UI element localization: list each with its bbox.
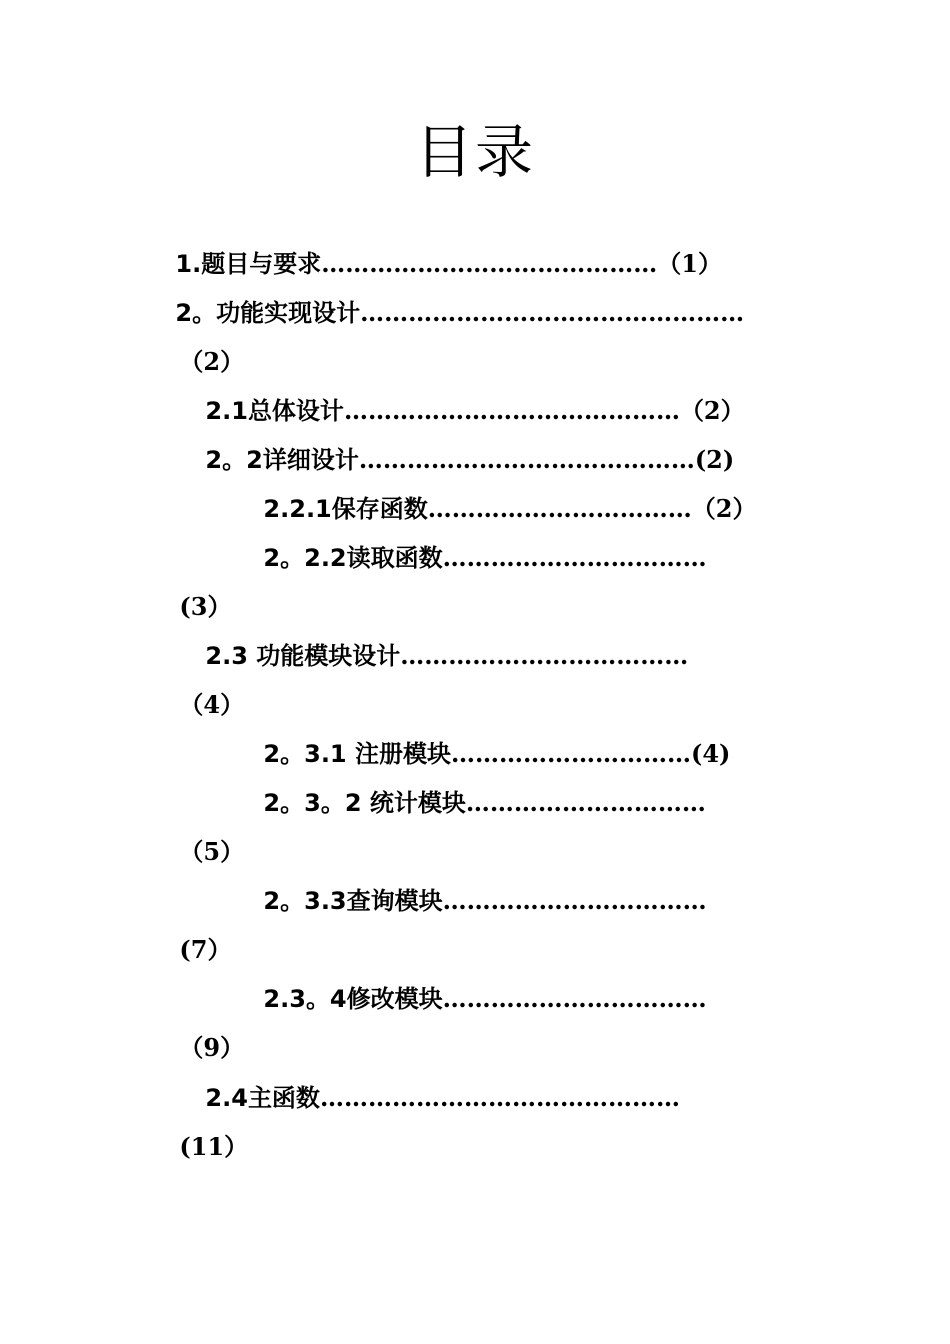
toc-entry-2-3-page — [146, 657, 245, 719]
toc-entry-2-3[interactable] — [172, 608, 689, 670]
toc-entry-2-4[interactable] — [172, 1050, 680, 1112]
toc-page-number: （9） — [179, 1033, 245, 1062]
toc-page-number: (7） — [179, 935, 232, 964]
toc-entry-label: 2。2详细设计 — [205, 446, 359, 474]
toc-page-number: （4） — [179, 690, 245, 719]
toc-page-number: (11） — [179, 1132, 249, 1161]
toc-entry-2-2-2-page — [146, 559, 232, 621]
toc-entry-2-3-1[interactable] — [230, 706, 731, 768]
toc-entry-label: 2。3。2 统计模块 — [263, 789, 466, 817]
toc-entry-label: 1.题目与要求 — [175, 250, 322, 278]
toc-leader-dots: …………………………… — [442, 984, 707, 1013]
toc-leader-dots: ………………………… — [465, 788, 706, 817]
toc-entry-label: 2.2.1保存函数 — [263, 495, 428, 523]
toc-leader-dots: …………………………………… — [321, 249, 658, 278]
toc-page-number: （2） — [691, 494, 757, 523]
toc-page-number: （2） — [679, 396, 745, 425]
toc-leader-dots: …………………………… — [427, 494, 692, 523]
toc-entry-2-2-1[interactable] — [230, 461, 757, 523]
toc-page-number: (3） — [179, 592, 232, 621]
toc-leader-dots: ………………………………………… — [360, 298, 745, 327]
toc-entry-label: 2。3.3查询模块 — [263, 887, 443, 915]
toc-entry-2-2[interactable] — [172, 412, 735, 474]
toc-entry-2-3-3-page — [146, 902, 232, 964]
toc-entry-2-1[interactable] — [172, 363, 745, 425]
toc-leader-dots: …………………………… — [442, 543, 707, 572]
toc-entry-label: 2.1总体设计 — [205, 397, 344, 425]
toc-leader-dots: ………………………… — [451, 739, 691, 768]
toc-entry-2-3-4-page — [146, 1000, 245, 1062]
toc-entry-2-2-2[interactable] — [230, 510, 707, 572]
toc-entry-2-4-page — [146, 1099, 249, 1161]
toc-entry-2[interactable] — [142, 265, 745, 327]
toc-leader-dots: …………………………… — [442, 886, 707, 915]
toc-leader-dots: …………………………………… — [358, 445, 695, 474]
toc-page-number: （5） — [179, 837, 245, 866]
toc-entry-2-3-2[interactable] — [230, 755, 706, 817]
toc-entry-2-3-3[interactable] — [230, 853, 707, 915]
toc-leader-dots: …………………………………… — [343, 396, 680, 425]
page-title: 目录 — [414, 118, 535, 186]
toc-entry-1[interactable] — [142, 216, 722, 278]
toc-entry-label: 2.4主函数 — [205, 1084, 320, 1112]
toc-page-number: (4) — [691, 739, 731, 768]
toc-entry-label: 2.3。4修改模块 — [263, 985, 443, 1013]
toc-entry-2-3-2-page — [146, 804, 245, 866]
toc-page-number: （2） — [179, 347, 245, 376]
toc-entry-label: 2。功能实现设计 — [175, 299, 361, 327]
toc-page-number: （1） — [657, 249, 722, 278]
toc-entry-label: 2。2.2读取函数 — [263, 544, 443, 572]
toc-entry-2-3-4[interactable] — [230, 951, 707, 1013]
toc-page-number: (2) — [694, 445, 735, 474]
toc-entry-label: 2。3.1 注册模块 — [263, 740, 451, 768]
toc-entry-label: 2.3 功能模块设计 — [205, 642, 401, 670]
toc-leader-dots: ……………………………………… — [319, 1083, 680, 1112]
toc-leader-dots: ……………………………… — [400, 641, 689, 670]
toc-entry-2-page — [146, 314, 245, 376]
